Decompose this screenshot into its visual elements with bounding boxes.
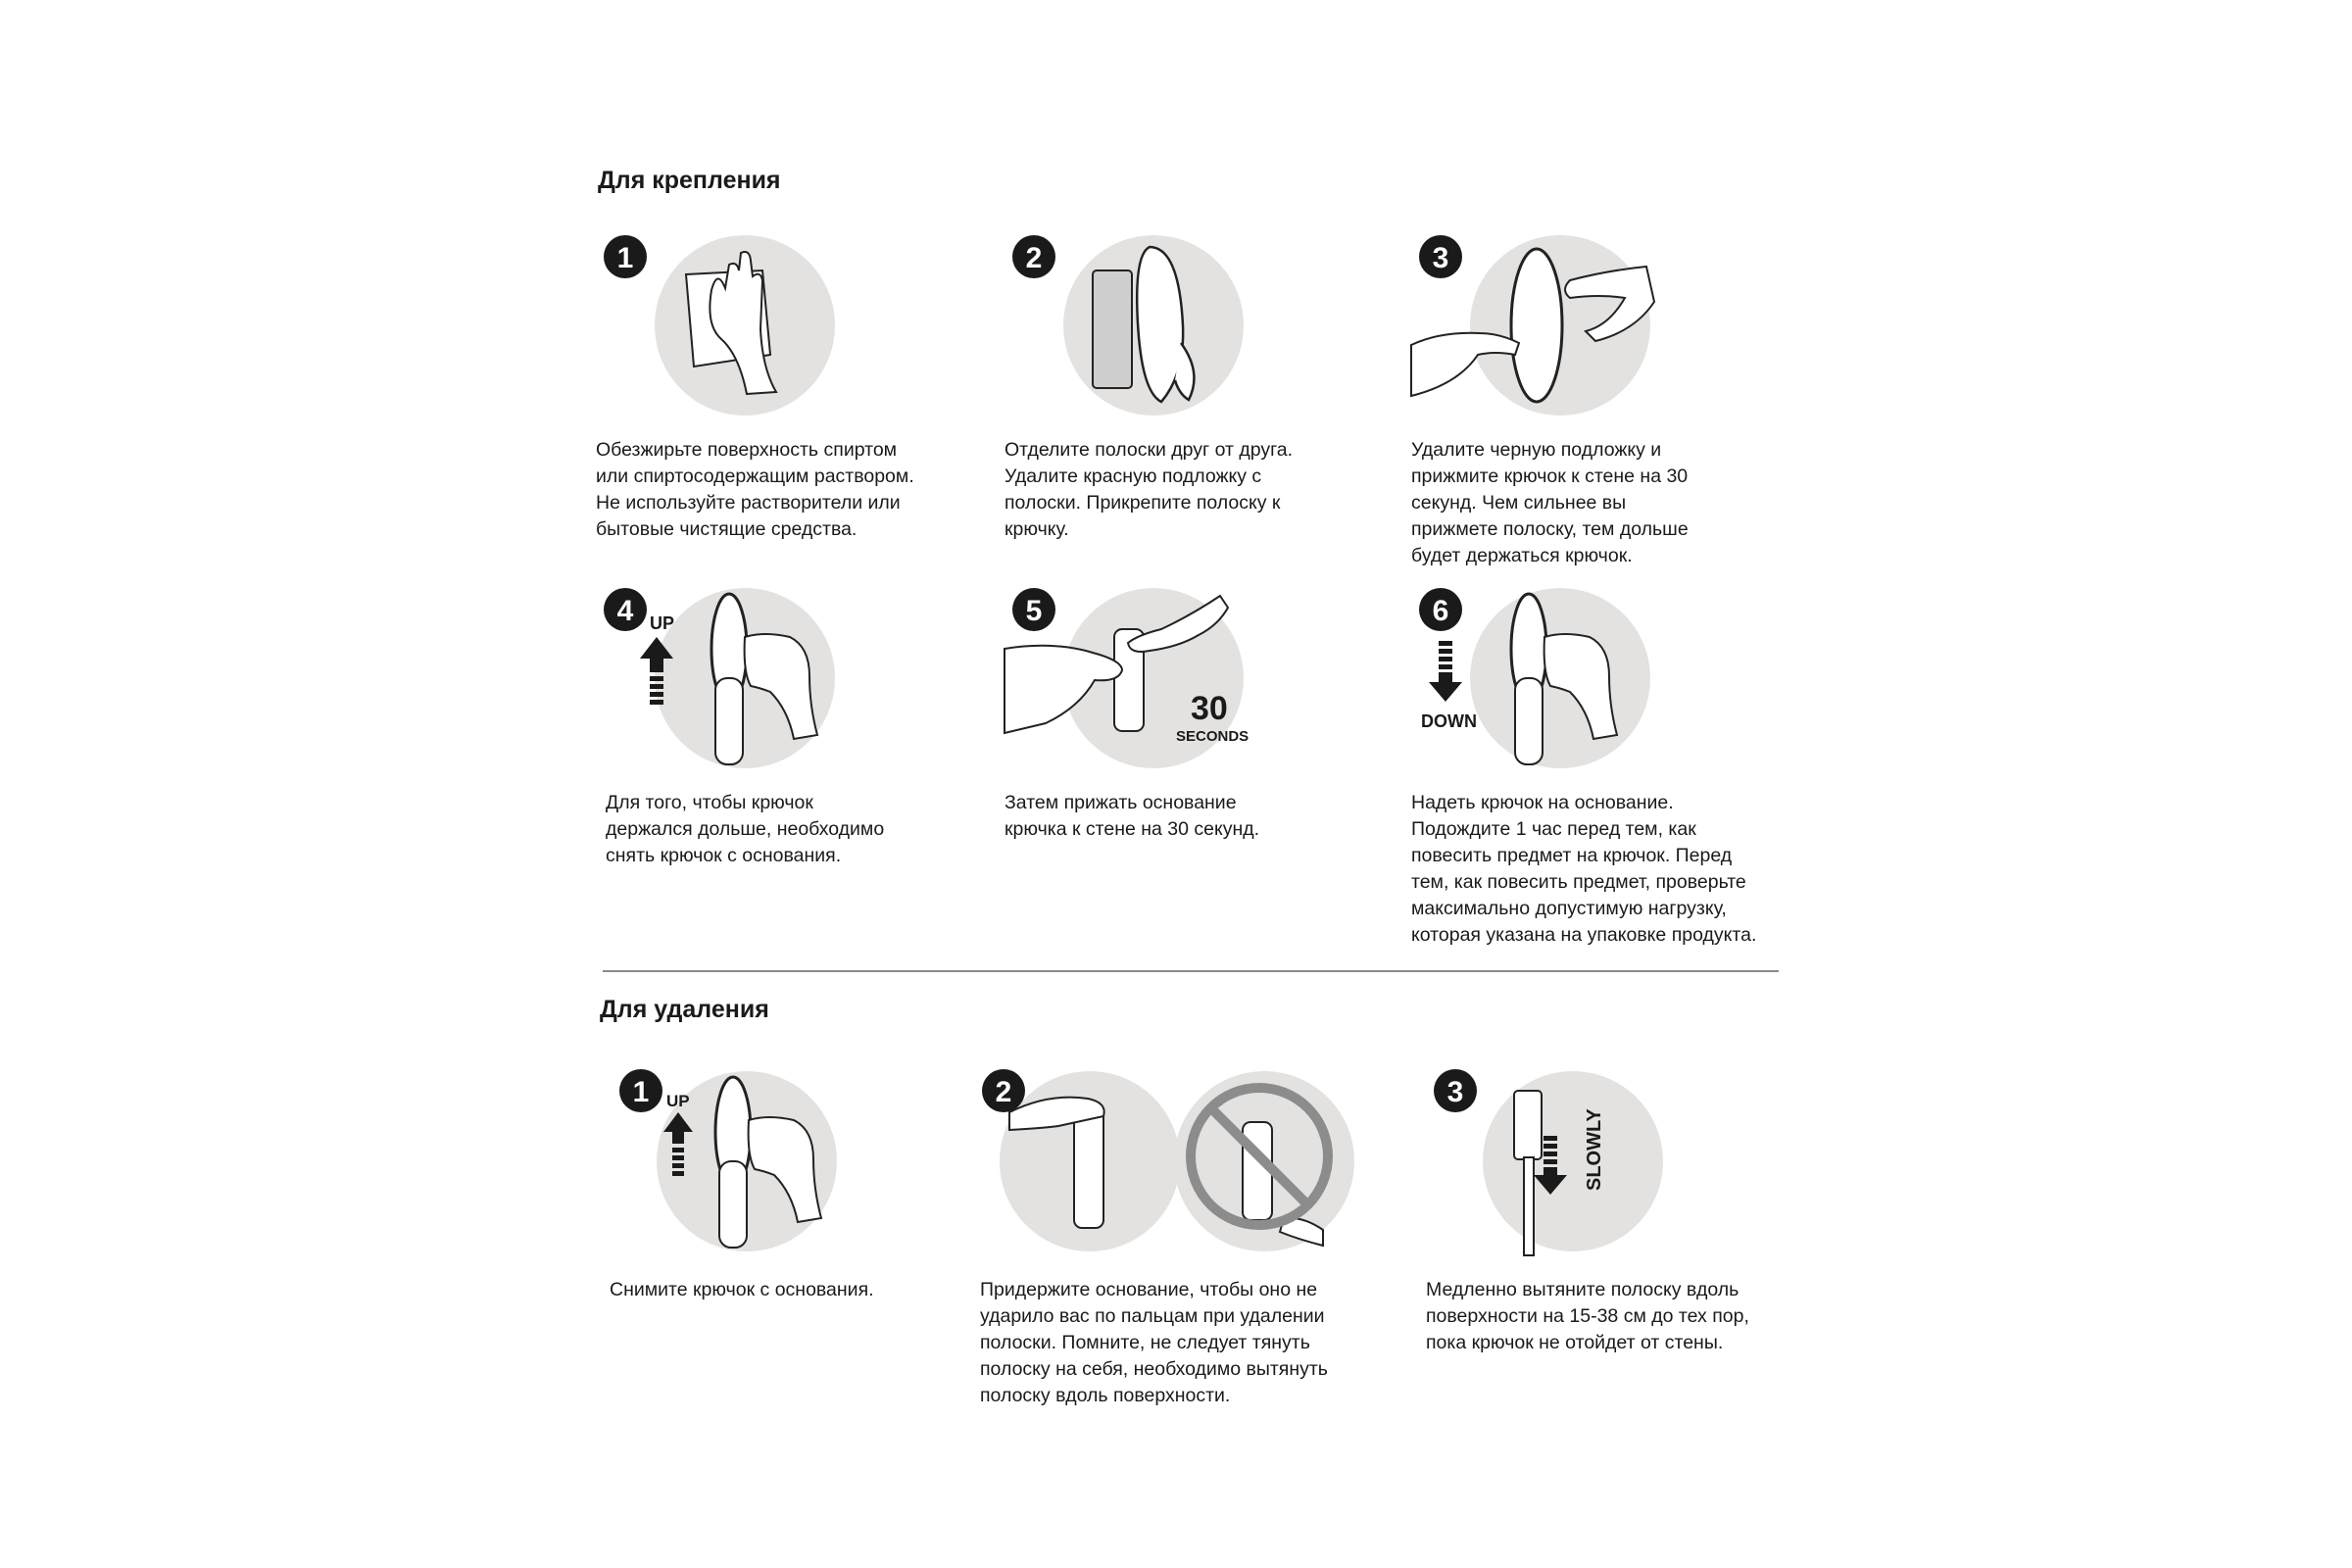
step-description: Медленно вытяните полоску вдоль поверхности на 15-38 см до тех пор, пока крючок не отойдет от стены. <box>1426 1279 1749 1353</box>
section-heading-attach: Для крепления <box>598 167 781 194</box>
step-number: 6 <box>1432 595 1449 627</box>
step-number: 3 <box>1446 1076 1464 1108</box>
adhesive-strip-icon <box>1524 1157 1534 1255</box>
step-number: 4 <box>616 595 634 627</box>
illustration-press-hook <box>1411 227 1705 423</box>
attach-step-3 <box>1411 227 1784 569</box>
illustration-press-base <box>1004 580 1298 776</box>
step-number: 3 <box>1432 242 1449 274</box>
attach-step-2 <box>1004 227 1377 543</box>
direction-label: UP <box>666 1092 690 1110</box>
adhesive-strip-icon <box>1093 270 1132 388</box>
illustration-remove-hook <box>610 1063 904 1259</box>
step-description: Снимите крючок с основания. <box>610 1279 874 1300</box>
section-divider <box>603 970 1779 972</box>
illustration-lift-hook <box>596 580 890 776</box>
base-plate-icon <box>719 1161 747 1248</box>
step-number: 2 <box>995 1076 1012 1108</box>
step-description: Для того, чтобы крючок держался дольше, необходимо снять крючок с основания. <box>606 792 885 866</box>
direction-label: DOWN <box>1421 711 1477 731</box>
attach-step-5 <box>1004 580 1377 843</box>
timer-unit-label: SECONDS <box>1176 728 1250 745</box>
remove-step-1 <box>610 1063 982 1303</box>
section-heading-remove: Для удаления <box>600 996 769 1023</box>
step-number: 1 <box>616 242 634 274</box>
step-description: Надеть крючок на основание. Подождите 1 час перед тем, как повесить предмет на крючок. Перед тем, как повесить предмет, проверьте максимально допустимую нагрузку, которая указана на упаковке продукта. <box>1411 792 1757 946</box>
direction-label: UP <box>650 613 675 633</box>
illustration-lower-hook <box>1411 580 1705 776</box>
illustration-backdrop <box>1483 1071 1663 1251</box>
step-number: 5 <box>1025 595 1043 627</box>
step-description: Удалите черную подложку и прижмите крючок к стене на 30 секунд. Чем сильнее вы прижмете полоску, тем дольше будет держаться крючок. <box>1411 439 1689 566</box>
hook-icon <box>1511 249 1562 402</box>
attach-step-4 <box>596 580 968 869</box>
remove-step-2 <box>980 1063 1392 1409</box>
illustration-wipe-surface <box>596 227 890 423</box>
step-description: Отделите полоски друг от друга. Удалите красную подложку с полоски. Прикрепите полоску к крючку. <box>1004 439 1294 540</box>
base-plate-icon <box>1515 678 1543 764</box>
timer-value-label: 30 <box>1191 690 1228 727</box>
arrow-down-icon <box>1429 672 1462 702</box>
attach-step-6 <box>1411 580 1784 949</box>
remove-step-3 <box>1426 1063 1798 1356</box>
attach-step-1 <box>596 227 968 543</box>
step-number: 1 <box>632 1076 650 1108</box>
step-number: 2 <box>1025 242 1043 274</box>
step-description: Придержите основание, чтобы оно не ударило вас по пальцам при удалении полоски. Помните, не следует тянуть полоску на себя, необходимо вытянуть полоску вдоль поверхности. <box>980 1279 1328 1406</box>
direction-label: SLOWLY <box>1584 1108 1605 1191</box>
illustration-pull-strip <box>1426 1063 1720 1259</box>
step-description: Затем прижать основание крючка к стене на 30 секунд. <box>1004 792 1260 840</box>
step-description: Обезжирьте поверхность спиртом или спиртосодержащим раствором. Не используйте растворители или бытовые чистящие средства. <box>596 439 914 540</box>
base-plate-icon <box>715 678 743 764</box>
base-plate-icon <box>1514 1091 1542 1159</box>
illustration-hold-base <box>980 1063 1392 1259</box>
illustration-peel-liner <box>1004 227 1298 423</box>
base-plate-icon <box>1074 1106 1103 1228</box>
